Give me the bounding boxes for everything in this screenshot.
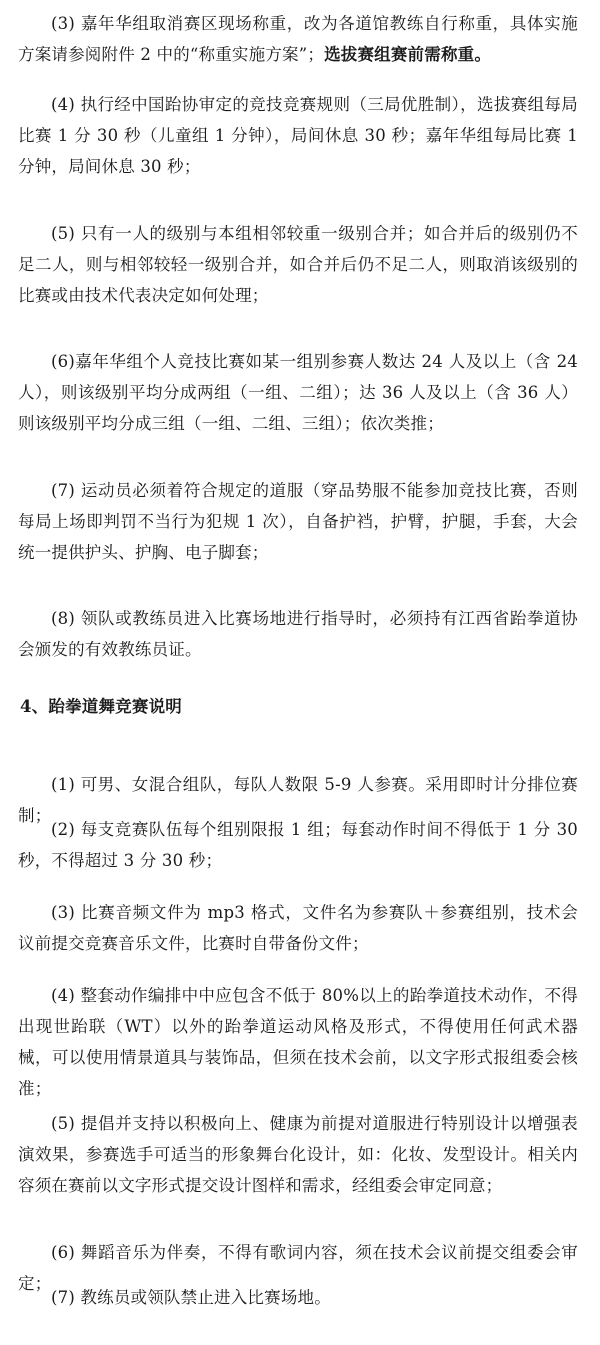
paragraph-dance-coach: (7) 教练员或领队禁止进入比赛场地。 [51,1288,331,1307]
paragraph-group-split: (6)嘉年华组个人竞技比赛如某一组别参赛人数达 24 人及以上（含 24 人），则该级别平均分成两组（一组、二组）；达 36 人及以上（含 36 人）则该级别平均分成三组（一组、二组、三组）；依次类推； [18,352,578,433]
paragraph-dance-music: (6) 舞蹈音乐为伴奏，不得有歌词内容，须在技术会议前提交组委会审定； [18,1243,578,1293]
paragraph-rules: (4) 执行经中国跆协审定的竞技竞赛规则（三局优胜制），选拔赛组每局比赛 1 分 30 秒（儿童组 1 分钟），局间休息 30 秒；嘉年华组每局比赛 1 分钟，局间休息 30 秒； [18,95,578,176]
paragraph-uniform: (7) 运动员必须着符合规定的道服（穿品势服不能参加竞技比赛，否则每局上场即判罚不当行为犯规 1 次），自备护裆，护臂，护腿，手套，大会统一提供护头、护胸、电子脚套； [18,481,578,562]
paragraph-dance-costume: (5) 提倡并支持以积极向上、健康为前提对道服进行特别设计以增强表演效果，参赛选手可适当的形象舞台化设计，如：化妆、发型设计。相关内容须在赛前以文字形式提交设计图样和需求，经组委会审定同意； [18,1114,578,1195]
paragraph-dance-audio: (3) 比赛音频文件为 mp3 格式，文件名为参赛队＋参赛组别，技术会议前提交竞赛音乐文件，比赛时自带备份文件； [18,903,578,953]
section-heading-dance: 4、跆拳道舞竞赛说明 [20,697,182,716]
paragraph-merge-weight: (5) 只有一人的级别与本组相邻较重一级别合并；如合并后的级别仍不足二人，则与相邻较轻一级别合并，如合并后仍不足二人，则取消该级别的比赛或由技术代表决定如何处理； [18,224,578,305]
paragraph-coach-certificate: (8) 领队或教练员进入比赛场地进行指导时，必须持有江西省跆拳道协会颁发的有效教练员证。 [18,609,578,659]
paragraph-weigh-in-bold: 选拔赛组赛前需称重。 [324,45,492,64]
paragraph-dance-time: (2) 每支竞赛队伍每个组别限报 1 组；每套动作时间不得低于 1 分 30 秒，不得超过 3 分 30 秒； [18,820,578,870]
paragraph-dance-team: (1) 可男、女混合组队，每队人数限 5-9 人参赛。采用即时计分排位赛制； [18,775,578,825]
paragraph-weigh-in-text: (3) 嘉年华组取消赛区现场称重，改为各道馆教练自行称重，具体实施方案请参阅附件 2 中的“称重实施方案”； [18,14,578,64]
paragraph-dance-choreography: (4) 整套动作编排中中应包含不低于 80%以上的跆拳道技术动作，不得出现世跆联（WT）以外的跆拳道运动风格及形式，不得使用任何武术器械，可以使用情景道具与装饰品，但须在技术会前，以文字形式报组委会核准； [18,986,578,1098]
paragraph-weigh-in [18,8,578,70]
